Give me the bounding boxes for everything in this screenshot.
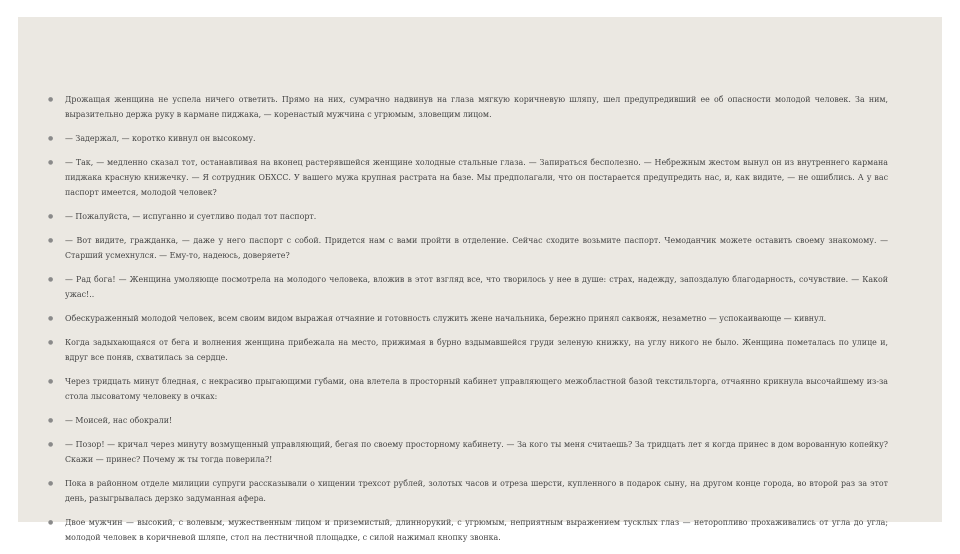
bullet-icon: ● (48, 213, 54, 220)
paragraph-text: — Задержал, — коротко кивнул он высокому. (65, 134, 256, 143)
paragraph (48, 311, 888, 326)
bullet-icon: ● (48, 519, 54, 526)
paragraph-text: — Рад бога! — Женщина умоляюще посмотрела на молодого человека, вложив в этот взгляд все, что творилось у нее в душе: страх, надежду, запоздалую благодарность, сочувствие. — Какой ужас!.. (65, 275, 888, 299)
paragraph-text: — Пожалуйста, — испуганно и суетливо подал тот паспорт. (65, 212, 317, 221)
paragraph-text: Обескураженный молодой человек, всем своим видом выражая отчаяние и готовность служить жене начальника, бережно принял саквояж, незаметно — успокаивающе — кивнул. (65, 314, 827, 323)
bullet-icon: ● (48, 480, 54, 487)
paragraph (48, 374, 888, 404)
paragraph-text: Пока в районном отделе милиции супруги рассказывали о хищении трехсот рублей, золотых часов и отреза шерсти, купленного в подарок сыну, на другом конце города, во второй раз за этот день, разыгрывалась дерзко задуманная афера. (65, 479, 888, 503)
paragraph-text: — Так, — медленно сказал тот, останавливая на вконец растерявшейся женщине холодные стальные глаза. — Запираться бесполезно. — Небрежным жестом вынул он из внутреннего кармана пиджака красную книжечку. — Я сотрудник ОБХСС. У вашего мужа крупная растрата на базе. Мы предполагали, что он постарается предупредить нас, и, как видите, — не ошиблись. А у вас паспорт имеется, молодой человек? (65, 158, 888, 197)
paragraph (48, 335, 888, 365)
bullet-icon: ● (48, 276, 54, 283)
slide (18, 17, 942, 542)
paragraph-text: Когда задыхающаяся от бега и волнения женщина прибежала на место, прижимая в бурно вздымавшейся груди зеленую книжку, на углу никого не было. Женщина пометалась по улице и, вдруг все поняв, схватилась за сердце. (65, 338, 888, 362)
bullet-icon: ● (48, 339, 54, 346)
paragraph (48, 437, 888, 467)
paragraph (48, 233, 888, 263)
paragraph (48, 155, 888, 200)
bullet-icon: ● (48, 378, 54, 385)
bullet-icon: ● (48, 441, 54, 448)
bullet-icon: ● (48, 315, 54, 322)
paragraph (48, 209, 888, 224)
paragraph (48, 131, 888, 146)
paragraph-text: Дрожащая женщина не успела ничего ответить. Прямо на них, сумрачно надвинув на глаза мягкую коричневую шляпу, шел предупредивший ее об опасности молодой человек. За ним, выразительно держа руку в кармане пиджака, — коренастый мужчина с угрюмым, зловещим лицом. (65, 95, 888, 119)
bullet-icon: ● (48, 237, 54, 244)
paragraph-text: — Моисей, нас обокрали! (65, 416, 173, 425)
bullet-icon: ● (48, 159, 54, 166)
paragraph (48, 413, 888, 428)
paragraph-list (48, 92, 888, 554)
paragraph (48, 92, 888, 122)
paragraph-text: Через тридцать минут бледная, с некрасиво прыгающими губами, она влетела в просторный кабинет управляющего межобластной базой текстильторга, отчаянно крикнула высочайшему из-за стола лысоватому человеку в очках: (65, 377, 888, 401)
paragraph-text: — Позор! — кричал через минуту возмущенный управляющий, бегая по своему просторному кабинету. — За кого ты меня считаешь? За тридцать лет я когда принес в дом ворованную копейку? Скажи — принес? Почему ж ты тогда поверила?! (65, 440, 888, 464)
paragraph (48, 476, 888, 506)
bullet-icon: ● (48, 96, 54, 103)
paragraph (48, 272, 888, 302)
paragraph-text: — Вот видите, гражданка, — даже у него паспорт с собой. Придется нам с вами пройти в отделение. Сейчас сходите возьмите паспорт. Чемоданчик можете оставить своему знакомому. — Старший усмехнулся. — Ему-то, надеюсь, доверяете? (65, 236, 888, 260)
paragraph (48, 515, 888, 545)
bullet-icon: ● (48, 135, 54, 142)
paragraph-text: Двое мужчин — высокий, с волевым, мужественным лицом и приземистый, длиннорукий, с угрюмым, неприятным выражением тусклых глаз — неторопливо прохаживались от угла до угла; молодой человек в коричневой шляпе, стол на лестничной площадке, с силой нажимал кнопку звонка. (65, 518, 888, 542)
bullet-icon: ● (48, 417, 54, 424)
